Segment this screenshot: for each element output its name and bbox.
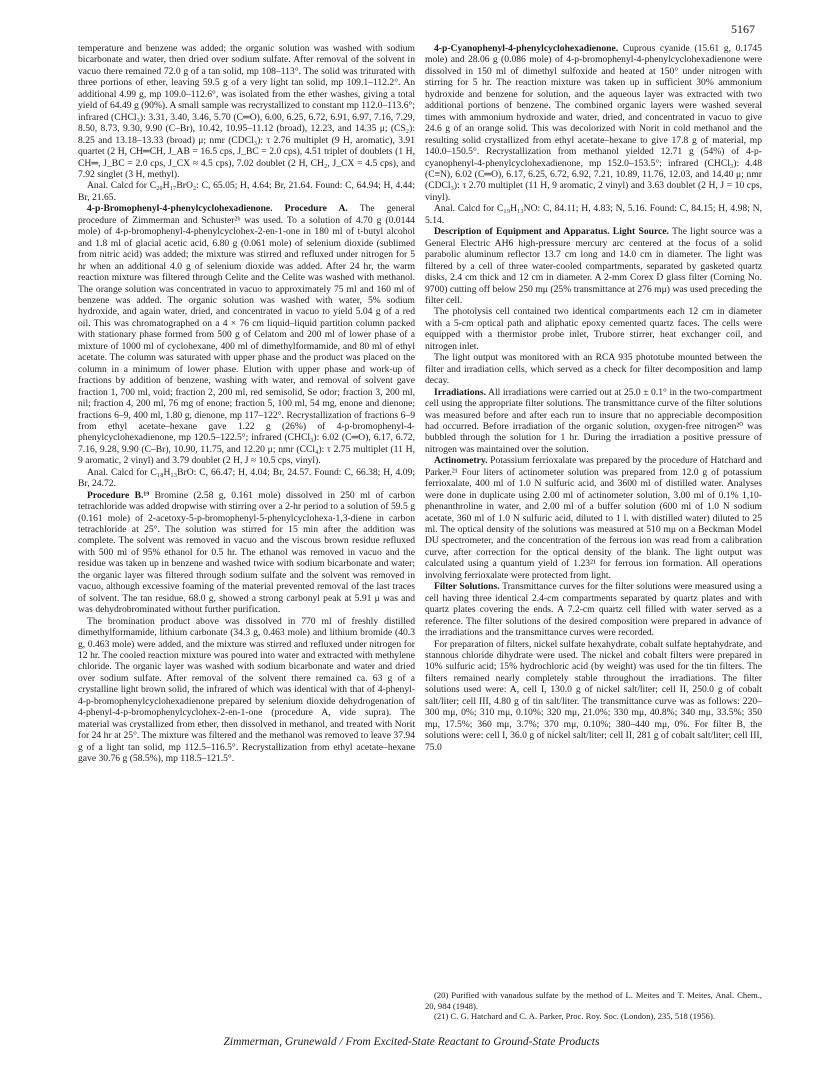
section-heading: 4-p-Cyanophenyl-4-phenylcyclohexadienone. bbox=[434, 43, 619, 54]
paragraph: The light output was monitored with an RCA 935 phototube mounted between the filter and irradiation cells, which served as a check for filter decomposition and lamp decay. bbox=[425, 352, 762, 387]
section-heading: Procedure B.¹⁹ bbox=[87, 489, 150, 501]
paragraph: The bromination product above was dissolved in 770 ml of freshly distilled dimethylformamide, lithium carbonate (34.3 g, 0.463 mole) and lithium bromide (40.3 g, 0.463 mole) were added, and the mixture was stirred and refluxed under nitrogen for 12 hr. The cooled reaction mixture was poured into water and extracted with methylene chloride. The organic layer was washed with sodium bicarbonate and water and dried over sodium sulfate. After removal of the solvent there remained ca. 63 g of a crystalline light brown solid, the infrared of which was identical with that of 4-phenyl-4-p-bromophenylcyclohexadienone prepared by selenium dioxide dehydrogenation of 4-phenyl-4-p-bromophenylcyclohex-2-en-1-one (procedure A, vide supra). The material was crystallized from ether, then dissolved in methanol, and treated with Norit for 24 hr at 25°. The mixture was filtered and the methanol was removed to leave 37.94 g of a light tan solid, mp 112.5–116.5°. Recrystallization from ethyl acetate–hexane gave 30.76 g (58.5%), mp 118.5–121.5°. bbox=[78, 615, 415, 765]
paragraph: 4-p-Cyanophenyl-4-phenylcyclohexadienone. Cuprous cyanide (15.61 g, 0.1745 mole) and 28.06 g (0.086 mole) of 4-p-bromophenyl-4-phenylcyclohexadienone were dissolved in 150 ml of dimethyl sulfoxide and heated at 150° under nitrogen with stirring for 5 hr. The reaction mixture was taken up in sufficient 30% ammonium hydroxide and benzene for solution, and the aqueous layer was extracted with two additional portions of benzene. The combined organic layers were washed several times with ammonium hydroxide and water, dried, and concentrated in vacuo to give 24.6 g of an orange solid. This was decolorized with Norit in cold methanol and the resulting solid crystallized from ethyl acetate–hexane to give 17.8 g of material, mp 140.0–150.5°. Recrystallization from methanol yielded 12.71 g (54%) of 4-p-cyanophenyl-4-phenylcyclohexadienone, mp 152.0–153.5°; infrared (CHCl₃): 4.48 (C≡N), 6.02 (C═O), 6.17, 6.25, 6.72, 6.92, 7.21, 10.89, 11.76, 12.03, and 14.40 μ; nmr (CDCl₃): τ 2.70 multiplet (11 H, 9 aromatic, 2 vinyl) and 3.63 doublet (2 H, J = 10 cps, vinyl). bbox=[425, 43, 762, 203]
paragraph: Anal. Calcd for C₁₈H₁₃BrO: C, 66.47; H, 4.04; Br, 24.57. Found: C, 66.38; H, 4.09; Br, 24.72. bbox=[78, 466, 415, 490]
paragraph: The photolysis cell contained two identical compartments each 12 cm in diameter with a 5-cm optical path and aliphatic epoxy cemented quartz faces. The cells were equipped with a thermistor probe inlet, Trubore stirrer, heat exchanger coil, and nitrogen inlet. bbox=[425, 306, 762, 352]
section-heading: Filter Solutions. bbox=[434, 581, 500, 593]
paragraph: Irradiations. All irradiations were carried out at 25.0 ± 0.1° in the two-compartment cell using the appropriate filter solutions. The transmittance curve of the filter solutions was measured before and after each run to insure that no appreciable decomposition had occurred. Before irradiation of the organic solution, oxygen-free nitrogen²⁰ was bubbled through the solution for 1 hr. During the irradiation a positive pressure of nitrogen was maintained over the solution. bbox=[425, 386, 762, 455]
paragraph: Actinometry. Potassium ferrioxalate was prepared by the procedure of Hatchard and Parker.²¹ Four liters of actinometer solution was prepared from 12.0 g of potassium ferrioxalate, 400 ml of 1.0 N sulfuric acid, and 3600 ml of distilled water. Analyses were done in duplicate using 2.00 ml of actinometer solution, 3.00 ml of 0.1% 1,10-phenanthroline in water, and 2.00 ml of a buffer solution (600 ml of 1.0 N sodium acetate, 360 ml of 1.0 N sulfuric acid, diluted to 1 l. with distilled water) diluted to 25 ml. The optical density of the solutions was measured at 510 mμ on a Beckman Model DU spectrometer, and the concentration of the ferrous ion was read from a calibration curve, after correction for the optical density of the blank. The light output was calculated using a quantum yield of 1.23²¹ for ferrous ion formation. All operations involving ferrioxalate were protected from light. bbox=[425, 455, 762, 581]
paragraph: Description of Equipment and Apparatus. Light Source. The light source was a General Electric AH6 high-pressure mercury arc centered at the focus of a solid parabolic aluminum reflector 13.7 cm long and 14.0 cm in diameter. The light was filtered by a cell of three water-cooled compartments, separated by gasketed quartz disks, 2.4 cm thick and 12 cm in diameter. A 2-mm Corex D glass filter (Corning No. 9700) cutting off below 250 mμ (25% transmittance at 276 mμ) was used preceding the filter cell. bbox=[425, 226, 762, 306]
footnote: (20) Purified with vanadous sulfate by the method of L. Meites and T. Meites, Anal. Chem., 20, 984 (1948). bbox=[425, 990, 762, 1011]
paragraph: Anal. Calcd for C₁₉H₁₃NO: C, 84.11; H, 4.83; N, 5.16. Found: C, 84.15; H, 4.98; N, 5.14. bbox=[425, 203, 762, 226]
paragraph: 4-p-Bromophenyl-4-phenylcyclohexadienone. Procedure A. The general procedure of Zimmerman and Schuster²ᵇ was used. To a solution of 4.70 g (0.0144 mole) of 4-p-bromophenyl-4-phenylcyclohex-2-en-1-one in 180 ml of t-butyl alcohol and 1.8 ml of glacial acetic acid, 6.80 g (0.061 mole) of selenium dioxide (sublimed from nitric acid) was added; the mixture was stirred and refluxed under nitrogen for 5 hr when an additional 4.0 g of selenium dioxide was added. After 24 hr, the warm reaction mixture was filtered through Celite and the Celite was washed with methanol. The orange solution was concentrated in vacuo to approximately 75 ml and 160 ml of benzene was added. The organic solution was washed with water, 5% sodium hydroxide, and again water, dried, and concentrated in vacuo to yield 5.04 g of a red oil. This was chromatographed on a 4 × 76 cm liquid–liquid partition column packed with stationary phase formed from 500 g of Celatom and 200 ml of lower phase of a mixture of 1000 ml of cyclohexane, 400 ml of dimethylformamide, and 80 ml of ethyl acetate. The column was saturated with upper phase and the product was placed on the column in a minimum of lower phase. Elution with upper phase and work-up of fractions by addition of benzene, washing with water, and removal of solvent gave fraction 1, 700 ml, void; fraction 2, 200 ml, red semisolid, Se odor; fraction 3, 200 ml, nil; fraction 4, 200 ml, 76 mg of enone; fraction 5, 100 ml, 54 mg, enone and dienone; fractions 6–9, 400 ml, 1.80 g, dienone, mp 117–122°. Recrystallization of fractions 6–9 from ethyl acetate–hexane gave 1.22 g (26%) of 4-p-bromophenyl-4-phenylcyclohexadienone, mp 120.5–122.5°; infrared (CHCl₃): 6.02 (C═O), 6.17, 6.72, 7.16, 9.28, 9.90 (C–Br), 10.90, 11.75, and 12.20 μ; nmr (CCl₄): τ 2.75 multiplet (11 H, 9 aromatic, 2 vinyl) and 3.79 doublet (2 H, J ≈ 10.5 cps, vinyl). bbox=[78, 203, 415, 467]
paragraph: For preparation of filters, nickel sulfate hexahydrate, cobalt sulfate heptahydrate, and stannous chloride dihydrate were used. The nickel and cobalt filters were prepared in 10% sulfuric acid; 15% hydrochloric acid (by weight) was used for the tin filters. The filters remained nearly completely stable throughout the irradiations. The filter solutions used were: A, cell I, 130.0 g of nickel salt/liter; cell II, 250.0 g of cobalt salt/liter; cell III, 4.80 g of tin salt/liter. The transmittance curve was as follows: 220–300 mμ, 0%; 310 mμ, 0.10%; 320 mμ, 21.0%; 330 mμ, 40.8%; 340 mμ, 33.5%; 350 mμ, 17.5%; 360 mμ, 3.7%; 370 mμ, 0.10%; 380–440 mμ, 0%. For filter B, the solutions were: cell I, 36.0 g of nickel salt/liter; cell II, 281 g of cobalt salt/liter; cell III, 75.0 bbox=[425, 638, 762, 753]
paragraph: Filter Solutions. Transmittance curves for the filter solutions were measured using a cell having three identical 2.4-cm compartments separated by quartz plates and with quartz plates covering the ends. A 7.2-cm quartz cell filled with water served as a reference. The filter solutions of the desired composition were prepared in advance of the irradiations and the transmittance curves were recorded. bbox=[425, 581, 762, 639]
page-number: 5167 bbox=[731, 22, 755, 36]
footnotes bbox=[425, 990, 762, 1022]
right-column bbox=[425, 43, 762, 753]
paragraph: Procedure B.¹⁹ Bromine (2.58 g, 0.161 mole) dissolved in 250 ml of carbon tetrachloride was added dropwise with stirring over a 2-hr period to a solution of 59.5 g (0.161 mole) of 2-acetoxy-5-p-bromophenyl-5-phenylcyclohexa-1,3-diene in carbon tetrachloride at 25°. The solution was stirred for 15 min after the addition was complete. The solvent was removed in vacuo and the viscous brown residue refluxed with 500 ml of 95% ethanol for 0.5 hr. The ethanol was removed in vacuo and the residue was taken up in benzene and washed twice with sodium bicarbonate and water; the organic layer was filtered through sodium sulfate and the solvent was removed in vacuo, although excessive foaming of the material prevented removal of the last traces of solvent. The tan residue, 68.0 g, showed a strong carbonyl peak at 5.91 μ was and was dehydrobrominated without further purification. bbox=[78, 489, 415, 616]
paragraph: temperature and benzene was added; the organic solution was washed with sodium bicarbonate and water, then dried over sodium sulfate. After removal of the solvent in vacuo there remained 72.0 g of a tan solid, mp 108–113°. The solid was triturated with three portions of ether, leaving 59.5 g of a very light tan solid, mp 109.1–112.2°. An additional 4.99 g, mp 109.0–112.6°, was isolated from the ether washes, giving a total yield of 64.49 g (90%). A small sample was recrystallized to constant mp 112.0–113.6°; infrared (CHCl₃): 3.31, 3.40, 3.46, 5.70 (C═O), 6.00, 6.25, 6.72, 6.91, 6.97, 7.16, 7.29, 8.50, 8.73, 9.30, 9.90 (C–Br), 10.42, 10.95–11.12 (broad), 12.23, and 14.35 μ; (CS₂): 8.25 and 13.18–13.33 (broad) μ; nmr (CDCl₃): τ 2.76 multiplet (9 H, aromatic), 3.91 quartet (2 H, CH═CH, J_AB = 16.5 cps, J_BC = 2.0 cps), 4.51 triplet of doublets (1 H, CH═, J_BC = 2.0 cps, J_CX ≈ 4.5 cps), 7.02 doublet (2 H, CH₂, J_CX = 4.5 cps), and 7.92 singlet (3 H, methyl). bbox=[78, 43, 415, 180]
section-heading: Irradiations. bbox=[434, 386, 486, 398]
paragraph: Anal. Calcd for C₂₀H₁₇BrO₂: C, 65.05; H, 4.64; Br, 21.64. Found: C, 64.94; H, 4.44; Br, 21.65. bbox=[78, 180, 415, 203]
section-heading: 4-p-Bromophenyl-4-phenylcyclohexadienone. Procedure A. bbox=[87, 203, 348, 215]
running-footer: Zimmerman, Grunewald / From Excited-State Reactant to Ground-State Products bbox=[223, 1036, 600, 1048]
section-heading: Actinometry. bbox=[434, 455, 488, 467]
section-heading: Description of Equipment and Apparatus. Light Source. bbox=[434, 226, 669, 238]
footnote: (21) C. G. Hatchard and C. A. Parker, Proc. Roy. Soc. (London), 235, 518 (1956). bbox=[434, 1011, 715, 1021]
left-column bbox=[78, 43, 415, 765]
